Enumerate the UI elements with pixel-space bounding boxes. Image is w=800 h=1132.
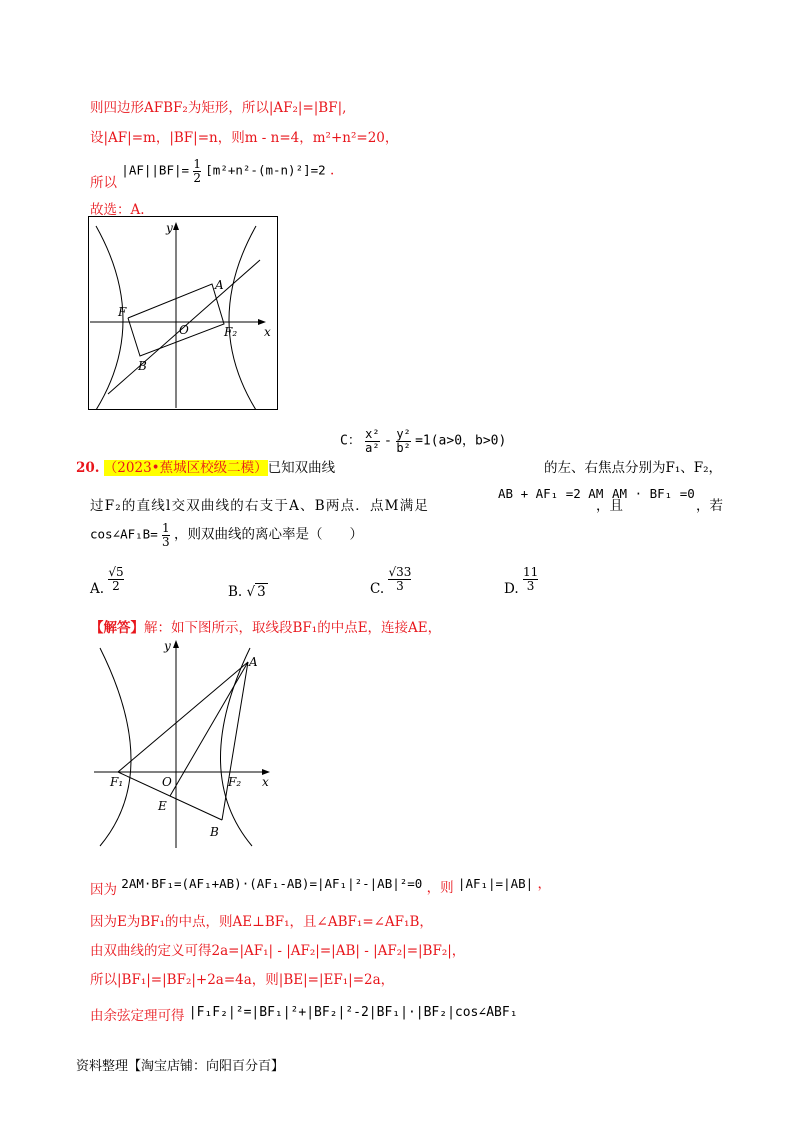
solution-tag: 【解答】 [90,620,144,636]
option-b[interactable] [228,584,268,600]
option-a-fraction [108,566,123,592]
curve-label: C： [340,433,361,449]
option-c-den: 3 [396,578,404,593]
solution-step-3: 由双曲线的定义可得2a=|AF₁| - |AF₂|=|AB| - |AF₂|=|BF₂|， [90,943,466,959]
label-y: y [166,221,173,235]
step-5-prefix: 由余弦定理可得 [90,1008,185,1024]
question-line-3 [90,522,363,548]
step-1-prefix: 因为 [90,882,117,898]
frac-num: 1 [193,157,201,171]
step-5-formula: |F₁F₂|²=|BF₁|²+|BF₂|²-2|BF₁|·|BF₂|cos∠ABF₁ [188,1005,518,1020]
option-b-value: 3 [257,584,266,600]
option-c[interactable] [370,565,412,597]
question-source: （2023•蕉城区校级二模） [103,460,268,476]
fraction-half [193,158,201,184]
label-y: y [164,639,171,653]
option-a-label: A. [90,580,105,597]
footer-note: 资料整理【淘宝店铺：向阳百分百】 [76,1059,285,1074]
y-axis-arrow [173,640,179,648]
option-d-label: D. [504,580,519,597]
formula-tail: [m²+n²-(m-n)²]=2 [205,162,326,178]
y-axis-arrow [173,222,179,230]
hyperbola-figure-2 [94,636,274,848]
b2: b² [396,440,411,455]
formula-af-bf: |AF||BF|= [121,162,190,178]
question-text-2: 过F₂的直线l交双曲线的右支于A、B两点．点M满足 [90,498,430,514]
curve-equation: C： $\frac{\text{x²}}{\text{a²}}$ - $\frac{\text{y²}}{\text{b²}}$ =1(a>0，b>0) [340,427,507,455]
label-f1: F₁ [110,775,124,789]
option-c-num: √33 [388,565,412,579]
question-text-3-end: ，则双曲线的离心率是（ ） [173,526,363,543]
step-1-formula-2: |AF₁|=|AB| [457,876,534,891]
option-d-num: 11 [522,565,539,579]
option-d[interactable] [504,565,539,597]
question-text-2-mid: ，且 [596,498,623,514]
solution-intro [90,616,441,636]
step-1-end: ， [537,876,551,892]
option-c-label: C. [370,580,385,597]
question-line-1-end: 的左、右焦点分别为F₁、F₂， [544,460,723,476]
solution-line-3 [90,157,335,191]
cos-prefix: cos∠AF₁B= [90,526,158,542]
segment-f1a [118,662,248,772]
question-line-1 [76,456,335,476]
label-f2: F₂ [224,325,238,339]
right-branch [220,648,252,846]
right-branch [229,226,256,410]
option-a-den: 2 [112,578,120,593]
segment-ab [222,662,248,820]
left-branch [100,648,131,846]
y2-over-b2 [396,428,410,454]
label-f: F [118,305,127,319]
solution-step-2: 因为E为BF₁的中点，则AE⊥BF₁，且∠ABF₁=∠AF₁B， [90,914,433,930]
option-c-fraction [388,566,411,592]
answer-line: 故选：A. [90,202,145,218]
a2: a² [365,440,380,455]
option-d-den: 3 [526,578,535,593]
step-1-mid: ，则 [426,880,454,896]
cos-fraction [162,522,170,548]
option-a-num: √5 [108,565,124,579]
question-number: 20. [76,460,100,476]
label-x: x [262,775,269,789]
label-a: A [215,278,224,292]
label-b: B [210,825,219,839]
solution-intro-text: 解：如下图所示，取线段BF₁的中点E，连接AE， [144,620,442,636]
frac-den: 2 [193,170,201,185]
label-b: B [138,359,147,373]
option-b-sqrt: √ 3 [246,584,266,600]
figure-1-frame [89,217,278,410]
option-a[interactable] [90,565,124,597]
label-o: O [162,775,172,789]
solution-line-2: 设|AF|=m，|BF|=n，则m - n=4，m²+n²=20， [90,130,399,146]
step-1-formula: 2AM·BF₁=(AF₁+AB)·(AF₁-AB)=|AF₁|²-|AB|²=0 [121,876,423,891]
option-d-fraction [523,566,538,592]
question-text-2-end: ，若 [696,498,723,514]
y2: y² [396,427,411,441]
x2-over-a2 [365,428,379,454]
x2: x² [365,427,380,441]
label-o: O [179,323,189,337]
solution-line-1: 则四边形AFBF₂为矩形，所以|AF₂|=|BF|, [90,100,347,116]
period: . [329,162,335,179]
label-x: x [264,325,271,339]
question-text-1: 已知双曲线 [267,460,336,476]
hyperbola-figure-1 [88,216,278,410]
solution-line-3-prefix: 所以 [90,174,117,191]
label-a: A [249,655,258,669]
question-line-2 [90,494,429,514]
option-b-label: B. [228,584,243,600]
vector-condition-2: AM · BF₁ =0 [612,486,695,501]
curve-tail: =1(a>0，b>0) [415,433,507,449]
cos-num: 1 [162,521,170,535]
solution-step-5 [90,1000,518,1024]
vector-condition-1: AB + AF₁ =2 AM [498,486,604,501]
label-e: E [158,799,167,813]
cos-den: 3 [162,534,170,549]
solution-step-1 [90,872,551,898]
label-f2: F₂ [228,775,242,789]
solution-step-4: 所以|BF₁|=|BF₂|+2a=4a，则|BE|=|EF₁|=2a， [90,972,395,988]
